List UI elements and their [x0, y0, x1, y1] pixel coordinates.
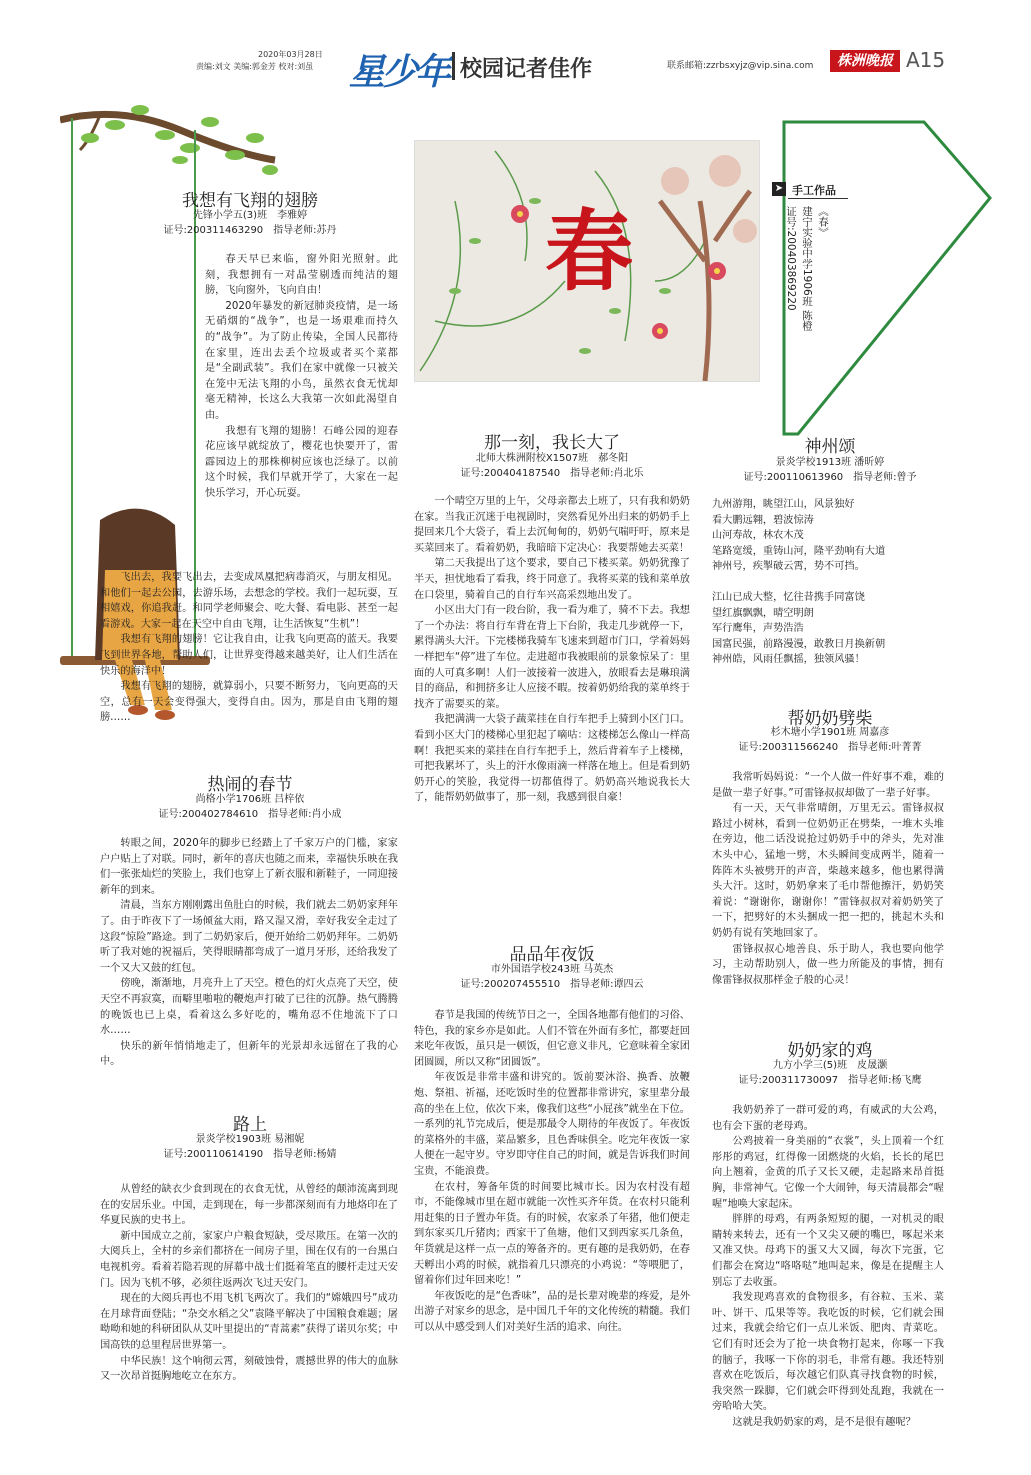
article-4-author: 北师大株洲附校X1507班 郝冬阳: [475, 453, 629, 464]
paragraph: 从曾经的缺衣少食到现在的衣食无忧，从曾经的颠沛流离到现在的安居乐业。中国，走到现在，每一步都深刻而有力地烙印在了华夏民族的史书上。: [100, 1184, 398, 1227]
article-8-body: [712, 1103, 944, 1448]
article-5-author: 市外国语学校243班 马英杰: [490, 964, 614, 975]
paragraph: 胖胖的母鸡，有两条短短的腿，一对机灵的眼睛转来转去，还有一个又尖又硬的嘴巴，啄起米来又准又快。母鸡下的蛋又大又圆，每次下完蛋，它们都会在窝边“咯咯哒”地叫起来，像是在提醒主人别忘了去收蛋。: [712, 1214, 944, 1288]
art-tag: 手工作品: [792, 184, 836, 197]
article-5-body: [414, 1008, 690, 1443]
article-2-body: [100, 836, 398, 1088]
article-3-cert: 证号:200110614190 指导老师:杨婧: [163, 1149, 337, 1160]
paragraph: 我想有飞翔的翅膀！石峰公园的迎春花应该早就绽放了，樱花也快要开了，雷霹园边上的那株柳树应该也泛绿了。以前这个时候，我们早就开学了，大家在一起快乐学习，开心玩耍。: [205, 425, 398, 499]
arrow-icon: ➤: [772, 182, 786, 196]
poem-line: 看大鹏远翱，碧波惊涛: [712, 514, 814, 526]
article-2-title: 热闹的春节: [207, 775, 293, 795]
paragraph: 清晨，当东方刚刚露出鱼肚白的时候，我们就去二奶奶家拜年了。由于昨夜下了一场倾盆大雨，路又湿又滑，幸好我安全走过了这段“惊险”路途。到了二奶奶家后，便开始给二奶奶拜年。二奶奶听了我对她的祝福后，笑得眼睛都弯成了一道月牙形，还给我发了一个又大又鼓的红包。: [100, 900, 398, 974]
paragraph: 年夜饭吃的是“色香味”，品的是长辈对晚辈的疼爱，是外出游子对家乡的思念，是中国几千年的文化传统的精髓。我们可以从中感受到人们对美好生活的追求、向往。: [414, 1290, 690, 1333]
article-1-author: 先锋小学五(3)班 李雅婷: [192, 210, 308, 221]
paragraph: 这就是我奶奶家的鸡，是不是很有趣呢？: [732, 1416, 916, 1428]
article-6-author: 景炎学校1913班 潘昕婷: [775, 457, 885, 468]
art-caption-box: [764, 120, 996, 436]
paragraph: 一个晴空万里的上午，父母亲都去上班了，只有我和奶奶在家。当我正沉迷于电视剧时，突然看见外出归来的奶奶手上提回来几个大袋子，看上去沉甸甸的，奶奶气喘吁吁，原来是买菜回来了。看着奶奶，我暗暗下定决心：我要帮她去买菜！: [414, 496, 690, 554]
article-3-title: 路上: [233, 1115, 267, 1135]
article-2-author: 尚格小学1706班 吕梓依: [195, 794, 305, 805]
issue-date: 2020年03月28日: [258, 50, 323, 59]
paragraph: 小区出大门有一段台阶，我一看为难了，骑不下去。我想了一个办法：将自行车背在背上下台阶，我走几步就停一下，累得满头大汗。下完楼梯我骑车飞速来到超市门口，学着妈妈一样把车“停”进了车位。走进超市我被眼前的景象惊呆了：里面的人可真多啊！人们一波接着一波进入，放眼看去是琳琅满目的商品，和拥挤多让人应接不暇。按着奶奶给我的菜单终于找齐了需要买的菜。: [414, 605, 690, 710]
spring-character: 春: [545, 199, 634, 303]
paragraph: 现在的大阅兵再也不用飞机飞两次了。我们的“嫦娥四号”成功在月球背面登陆；“杂交水稻之父”袁隆平解决了中国粮食难题；屠呦呦和她的科研团队从艾叶里提出的“青蒿素”获得了诺贝尔奖；中国高铁的总里程居世界第一。: [100, 1293, 398, 1351]
paragraph: 春节是我国的传统节日之一，全国各地都有他们的习俗、特色，我的家乡亦是如此。人们不管在外面有多忙，都要赶回来吃年夜饭，虽只是一顿饭，但它意义非凡，它意味着全家团团圆圆，所以又称“团圆饭”。: [414, 1010, 690, 1068]
article-4-title: 那一刻，我长大了: [484, 433, 620, 453]
article-8-author: 九方小学三(5)班 皮晟灏: [772, 1060, 888, 1071]
paragraph: 我常听妈妈说：“一个人做一件好事不难，难的是做一辈子好事。”可雷锋叔叔却做了一辈子好事。: [712, 772, 944, 799]
article-1-body-cont: [100, 570, 398, 725]
article-3-author: 景炎学校1903班 易湘妮: [195, 1134, 305, 1145]
paragraph: 年夜饭是非常丰盛和讲究的。饭前要沐浴、换香、放鞭炮、祭祖、祈福，还吃饭时坐的位置都非常讲究，家里辈分最高的坐在上位，依次下来，像我们这些“小屁孩”就坐在下位。一系列的礼节完成后，便是那最令人期待的年夜饭了。年夜饭的菜格外的丰盛，菜品繁多，且色香味俱全。吃完年夜饭一家人便在一起守岁。守岁即守住自己的时间，就是告诉我们时间宝贵，不能浪费。: [414, 1072, 690, 1177]
paragraph: 我奶奶养了一群可爱的鸡，有威武的大公鸡，也有会下蛋的老母鸡。: [712, 1105, 944, 1132]
paragraph: 雷锋叔叔心地善良、乐于助人，我也要向他学习，主动帮助别人，做一些力所能及的事情，拥有像雷锋叔叔那样金子般的心灵！: [712, 943, 944, 986]
art-cert: 证号:200403869220: [785, 206, 797, 311]
article-7-title: 帮奶奶劈柴: [787, 709, 873, 729]
poem-line: 神州号，疾掣破云霄，势不可挡。: [712, 561, 865, 573]
paragraph: 在农村，筹备年货的时间要比城市长。因为农村没有超市，不能像城市里在超市就能一次性买齐年货。在农村只能利用赶集的日子置办年货。有的时候，农家杀了年猪，他们便走到东家买几斤猪肉；西家干了鱼塘，他们又到西家买几条鱼，年货就是这样一点一点的筹备齐的。更有趣的是我奶奶，在春天孵出小鸡的时候，就指着几只漂亮的小鸡说：“等喂肥了，留着你们过年回来吃！”: [414, 1181, 690, 1287]
article-1-body: [205, 252, 398, 615]
paragraph: 有一天，天气非常晴朗，万里无云。雷锋叔叔路过小树林，看到一位奶奶正在劈柴，一堆木头堆在旁边，他二话没说抢过奶奶手中的斧头，先对准木头中心，猛地一劈，木头瞬间变成两半，随着一阵阵木头被劈开的声音，柴越来越多，他也累得满头大汗。这时，奶奶拿来了毛巾帮他擦汗，奶奶笑着说：“谢谢你，谢谢你！”雷锋叔叔对着奶奶笑了一下，把劈好的木头捆成一把一把的，挑起木头和奶奶有说有笑地回家了。: [712, 803, 944, 939]
stanza-gap: [712, 575, 962, 590]
paragraph: 傍晚，渐渐地，月亮升上了天空。橙色的灯火点亮了天空，使天空不再寂寞，而噼里啪啦的鞭炮声打破了已往的沉静。热气腾腾的晚饭也已上桌，看着这么多好吃的，嘴角忍不住地流下了口水……: [100, 978, 398, 1037]
paragraph: 中华民族！这个响彻云霄，刻破蚀骨，震撼世界的伟大的血脉又一次昂首挺胸地屹立在东方。: [100, 1355, 398, 1383]
newspaper-logo: 株洲晚报: [830, 50, 900, 72]
poem-line: 国富民强，前路漫漫，敢教日月换新朝: [712, 638, 886, 650]
article-4-body: [414, 494, 690, 914]
article-2-cert: 证号:200402784610 指导老师:肖小成: [158, 809, 342, 820]
header-divider: [452, 52, 455, 80]
contact-email: 联系邮箱:zzrbsxyjz@vip.sina.com: [667, 61, 814, 71]
article-3-body: [100, 1182, 398, 1444]
poem-line: 山河寿故，林农木茂: [712, 530, 804, 542]
poem-line: 神州皓，风雨任飘摇，独领风骚！: [712, 654, 865, 666]
article-6-poem: [712, 497, 962, 668]
art-title: 《春》: [817, 206, 829, 238]
paragraph: 我想有飞翔的翅膀！它让我自由，让我飞向更高的蓝天。我要飞到世界各地，帮助人们，让世界变得越来越美好，让人们生活在快乐的海洋中！: [100, 634, 398, 677]
spring-papercut-photo: [414, 140, 760, 382]
paragraph: 春天早已来临，窗外阳光照射。此刻，我想拥有一对晶莹剔透而纯洁的翅膀，飞向窗外，飞向自由！: [205, 254, 398, 297]
poem-line: 军行鹰隼，声势浩浩: [712, 623, 804, 635]
article-5-cert: 证号:200207455510 指导老师:谭四云: [460, 979, 644, 990]
paragraph: 我想有飞翔的翅膀，就算弱小，只要不断努力，飞向更高的天空，总有一天会变得强大，变得自由。因为，那是自由飞翔的翅膀……: [100, 681, 398, 724]
section-title: 校园记者佳作: [460, 57, 593, 82]
paragraph: 我把满满一大袋子蔬菜挂在自行车把手上骑到小区门口。看到小区大门的楼梯心里犯起了嘀咕：这楼梯怎么像山一样高啊！我把买来的菜挂在自行车把手上，然后背着车子上楼梯，可把我累坏了，头上的汗水像雨滴一样落在地上。但是看到奶奶开心的笑脸，我觉得一切都值得了。奶奶高兴地说我长大了，能帮奶奶做事了，那一刻，我感到很自豪！: [414, 714, 690, 804]
paragraph: 公鸡披着一身美丽的“衣裳”，头上顶着一个红彤彤的鸡冠，红得像一团燃烧的火焰，长长的尾巴向上翘着，金黄的爪子又长又硬，走起路来昂首挺胸，非常神气。它像一个大闹钟，每天清晨都会“喔喔”地唤大家起床。: [712, 1136, 944, 1210]
article-7-cert: 证号:200311566240 指导老师:叶菁菁: [738, 742, 922, 753]
article-1-title: 我想有飞翔的翅膀: [182, 191, 318, 211]
paragraph: 我发现鸡喜欢的食物很多，有谷粒、玉米、菜叶、饼干、瓜果等等。我吃饭的时候，它们就会围过来，我就会给它们一点儿米饭、肥肉、青菜吃。它们有时还会为了抢一块食物打起来，你啄一下我的脑子，我啄一下你的羽毛，非常有趣。我还特别喜欢在吃饭后，每次越它们队真寻找食物的时候，我突然一跺脚，它们就会吓得到处乱跑，我就在一旁哈哈大笑。: [712, 1292, 944, 1413]
paragraph: 飞出去，我要飞出去，去变成凤凰把病毒消灭，与朋友相见。和他们一起去公园，去游乐场，去想念的学校。我们一起玩耍，互相嬉戏，你追我赶。和同学老师聚会、吃大餐、看电影、甚至一起看游戏。大家一起在天空中自由飞翔，让生活恢复“生机”！: [100, 572, 398, 630]
article-6-title: 神州颂: [804, 437, 856, 457]
paragraph: 第二天我提出了这个要求，要自己下楼买菜。奶奶犹豫了半天，担忧地看了看我，终于同意了。我将买菜的钱和菜单放在口袋里，骑着自己的自行车兴高采烈地出发了。: [414, 558, 690, 601]
page-number: A15: [906, 48, 946, 72]
poem-line: 笔路宽缓，重铸山河，隆平劲响有大道: [712, 545, 886, 557]
article-4-cert: 证号:200404187540 指导老师:肖北乐: [460, 468, 644, 479]
paragraph: 2020年暴发的新冠肺炎疫情，是一场无硝烟的“战争”，也是一场艰难而持久的“战争”。为了防止传染，全国人民都待在家里，连出去丢个垃圾或者买个菜都是“全副武装”。我们在家中就像一只被关在笼中无法飞翔的小鸟，虽然衣食无忧却毫无精神，长这么大我第一次如此渴望自由。: [205, 300, 398, 421]
brand-logo: 星少年: [349, 52, 449, 93]
poem-line: 江山已成大整，忆往昔携手同富饶: [712, 591, 865, 603]
tag-underline: [788, 198, 848, 199]
art-school: 建宁实验中学1906班 陈橙: [801, 206, 813, 331]
article-7-author: 杉木塘小学1901班 周嘉彦: [770, 727, 890, 738]
article-8-cert: 证号:200311730097 指导老师:杨飞鹰: [738, 1075, 922, 1086]
poem-line: 九州游翔，眺望江山，风景独好: [712, 499, 855, 510]
article-5-title: 品品年夜饭: [509, 945, 595, 965]
article-1-cert: 证号:200311463290 指导老师:苏丹: [163, 225, 337, 236]
paragraph: 新中国成立之前，家家户户粮食短缺，受尽欺压。在第一次的大阅兵上，全村的乡亲们都挤在一间房子里，围在仅有的一台黑白电视机旁。看着若隐若现的屏幕中战士们挺着笔直的腰杆走过天安门。因为飞机不够，必须往返两次飞过天安门。: [100, 1230, 398, 1289]
editor-credits: 责编:刘文 美编:郭金芳 校对:刘虽: [196, 62, 314, 71]
article-8-title: 奶奶家的鸡: [787, 1041, 873, 1061]
article-7-body: [712, 770, 944, 1020]
paragraph: 快乐的新年悄悄地走了，但新年的光景却永远留在了我的心中。: [100, 1040, 398, 1068]
poem-line: 望红旗飘飘，晴空明朗: [712, 607, 814, 619]
paragraph: 转眼之间，2020年的脚步已经踏上了千家万户的门槛，家家户户贴上了对联。同时，新年的喜庆也随之而来，幸福快乐映在我们一张张灿烂的笑脸上，我们也穿上了新衣服和新鞋子，一同迎接新年的到来。: [100, 838, 398, 896]
article-6-cert: 证号:200110613960 指导老师:曾予: [743, 472, 917, 483]
